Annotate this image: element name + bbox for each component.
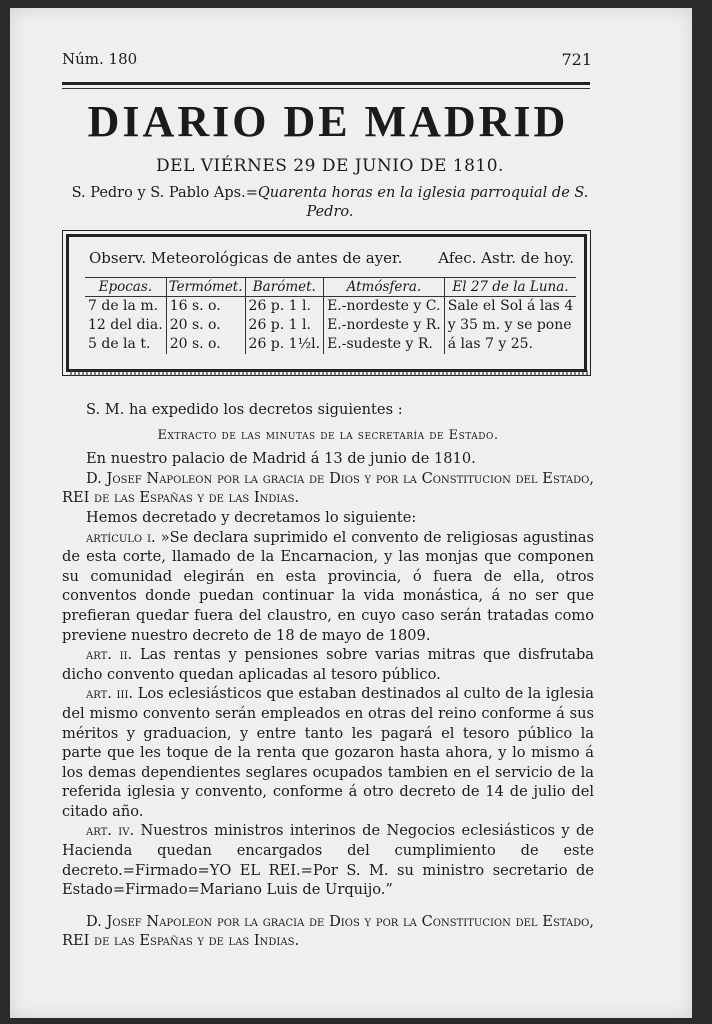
meteo-cell: 5 de la t.: [88, 336, 151, 352]
meteo-col-header: Barómet.: [245, 278, 324, 297]
article-1: [62, 528, 594, 646]
header-rule-thick: [62, 82, 590, 85]
article-4-text: Nuestros ministros interinos de Negocios eclesiásticos y de Hacienda quedan encargados del cumplimiento de este decreto.=Firmado=YO EL REI.=Por S. M. su ministro secretario de Estado=Firmado=Mariano Luis de Urquijo.”: [62, 822, 595, 899]
meteo-cell: E.-nordeste y R.: [324, 316, 445, 335]
king-title-2: [62, 912, 594, 951]
intro-line: S. M. ha expedido los decretos siguientes :: [86, 401, 403, 418]
king-title-text: D. Josef Napoleon por la gracia de Dios y por la Constitucion del Estado, REI de las Españas y de las Indias.: [62, 469, 594, 507]
meteo-cell: E.-nordeste y C.: [324, 297, 445, 317]
spacer: [62, 900, 594, 912]
meteo-cell: 12 del dia.: [88, 317, 163, 333]
saints-notice: [70, 184, 590, 222]
header-rule-thin: [62, 88, 590, 89]
issue-number: Núm. 180: [62, 50, 138, 68]
saints-plain: S. Pedro y S. Pablo Aps.=: [71, 185, 258, 201]
article-4-label: art. iv.: [86, 822, 135, 840]
article-2-label: art. ii.: [86, 646, 133, 664]
palace-line: En nuestro palacio de Madrid á 13 de junio de 1810.: [86, 450, 476, 468]
meteo-col-header: Atmósfera.: [324, 278, 445, 297]
article-4: [62, 821, 594, 899]
meteo-cell: y 35 m. y se pone: [444, 316, 576, 335]
meteo-title-right: Afec. Astr. de hoy.: [438, 249, 574, 267]
meteo-header-row: [85, 278, 576, 297]
decreed-line: Hemos decretado y decretamos lo siguiente:: [86, 508, 417, 526]
meteo-col-header: Epocas.: [85, 278, 166, 297]
article-3-label: art. iii.: [86, 685, 134, 703]
meteo-cell: á las 7 y 25.: [444, 335, 576, 354]
meteo-title-left: Observ. Meteorológicas de antes de ayer.: [89, 249, 403, 267]
meteo-cell: 26 p. 1 l.: [245, 297, 324, 317]
meteo-table: [85, 277, 576, 354]
meteo-cell: E.-sudeste y R.: [324, 335, 445, 354]
meteo-cell: 20 s. o.: [166, 335, 245, 354]
meteo-row: [85, 335, 576, 354]
article-3-text: Los eclesiásticos que estaban destinados al culto de la iglesia del mismo convento serán empleados en otras del reino conforme á sus méritos y graduacion, y entre tanto les pagará el tesoro público la parte que les toque de la renta que gozaron hasta ahora, y lo mismo á los demas dependientes seglares ocupados tambien en el servicio de la referida iglesia y convento, conforme á otro decreto de 14 de julio del citado año.: [62, 685, 594, 820]
meteo-row: [85, 316, 576, 335]
meteo-cell: Sale el Sol á las 4: [444, 297, 576, 317]
king-title-text: D. Josef Napoleon por la gracia de Dios y por la Constitucion del Estado, REI de las Españas y de las Indias.: [62, 912, 594, 950]
meteo-cell: 26 p. 1 l.: [245, 316, 324, 335]
page-folio: 721: [561, 50, 592, 69]
meteo-cell: 20 s. o.: [166, 316, 245, 335]
dotted-divider: [70, 370, 590, 376]
meteo-cell: 16 s. o.: [166, 297, 245, 317]
extract-heading: Extracto de las minutas de la secretaría de Estado.: [157, 427, 499, 443]
meteo-row: [85, 297, 576, 317]
newspaper-page: [10, 8, 692, 1018]
article-1-label: artículo i.: [86, 528, 156, 546]
article-3: [62, 684, 594, 821]
king-title-1: [62, 469, 594, 508]
meteo-col-header: El 27 de la Luna.: [444, 278, 576, 297]
meteo-cell: 26 p. 1½l.: [245, 335, 324, 354]
article-2-text: Las rentas y pensiones sobre varias mitras que disfrutaba dicho convento quedan aplicadas al tesoro público.: [62, 646, 595, 683]
meteo-col-header: Termómet.: [166, 278, 245, 297]
dateline: DEL VIÉRNES 29 DE JUNIO DE 1810.: [156, 156, 504, 176]
article-body: [62, 400, 594, 951]
masthead-title: DIARIO DE MADRID: [87, 97, 569, 146]
article-2: [62, 645, 594, 684]
meteorological-table-box: [66, 234, 587, 372]
meteo-cell: 7 de la m.: [88, 298, 159, 314]
meteo-title: [89, 249, 574, 267]
article-1-text: »Se declara suprimido el convento de religiosas agustinas de esta corte, llamado de la Encarnacion, y las monjas que componen su comunidad elegirán en esta provincia, ó fuera de ella, otros conventos donde puedan continuar la vida monástica, á no ser que prefieran quedar fuera del claustro, en cuyo caso serán tratadas como previene nuestro decreto de 18 de mayo de 1809.: [62, 528, 594, 644]
saints-italic: Quarenta horas en la iglesia parroquial de S. Pedro.: [257, 185, 589, 220]
